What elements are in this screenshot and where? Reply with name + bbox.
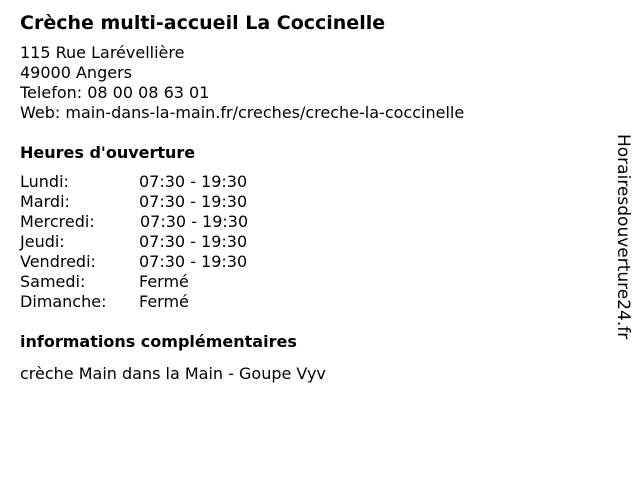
opening-hours-table <box>20 172 600 312</box>
hours-row-monday <box>20 172 600 192</box>
hours-row-thursday <box>20 232 600 252</box>
additional-info-text: crèche Main dans la Main - Goupe Vyv <box>20 364 326 383</box>
day-label: Mercredi: <box>20 212 95 231</box>
time-value: 07:30 - 19:30 <box>139 172 248 191</box>
day-label: Mardi: <box>20 192 70 211</box>
time-value: Fermé <box>139 292 189 311</box>
day-label: Lundi: <box>20 172 69 191</box>
hours-row-saturday <box>20 272 600 292</box>
hours-row-tuesday <box>20 192 600 212</box>
day-label: Dimanche: <box>20 292 107 311</box>
time-value: 07:30 - 19:30 <box>139 232 248 251</box>
time-value: 07:30 - 19:30 <box>140 212 249 231</box>
street-address: 115 Rue Larévellière <box>20 43 185 62</box>
site-watermark: Horairesdouverture24.fr <box>613 134 633 340</box>
time-value: 07:30 - 19:30 <box>139 192 248 211</box>
phone-number: Telefon: 08 00 08 63 01 <box>20 83 210 102</box>
additional-info-heading: informations complémentaires <box>20 332 297 351</box>
day-label: Vendredi: <box>20 252 96 271</box>
business-card <box>20 10 600 384</box>
hours-row-friday <box>20 252 600 272</box>
website-link[interactable]: Web: main-dans-la-main.fr/creches/creche-la-coccinelle <box>20 103 465 122</box>
hours-row-wednesday <box>20 212 600 232</box>
time-value: Fermé <box>139 272 189 291</box>
opening-hours-heading: Heures d'ouverture <box>20 143 196 162</box>
address-block <box>20 43 600 123</box>
time-value: 07:30 - 19:30 <box>139 252 248 271</box>
day-label: Samedi: <box>20 272 86 291</box>
business-name: Crèche multi-accueil La Coccinelle <box>20 12 386 34</box>
day-label: Jeudi: <box>20 232 65 251</box>
hours-row-sunday <box>20 292 600 312</box>
city-postcode: 49000 Angers <box>20 63 132 82</box>
